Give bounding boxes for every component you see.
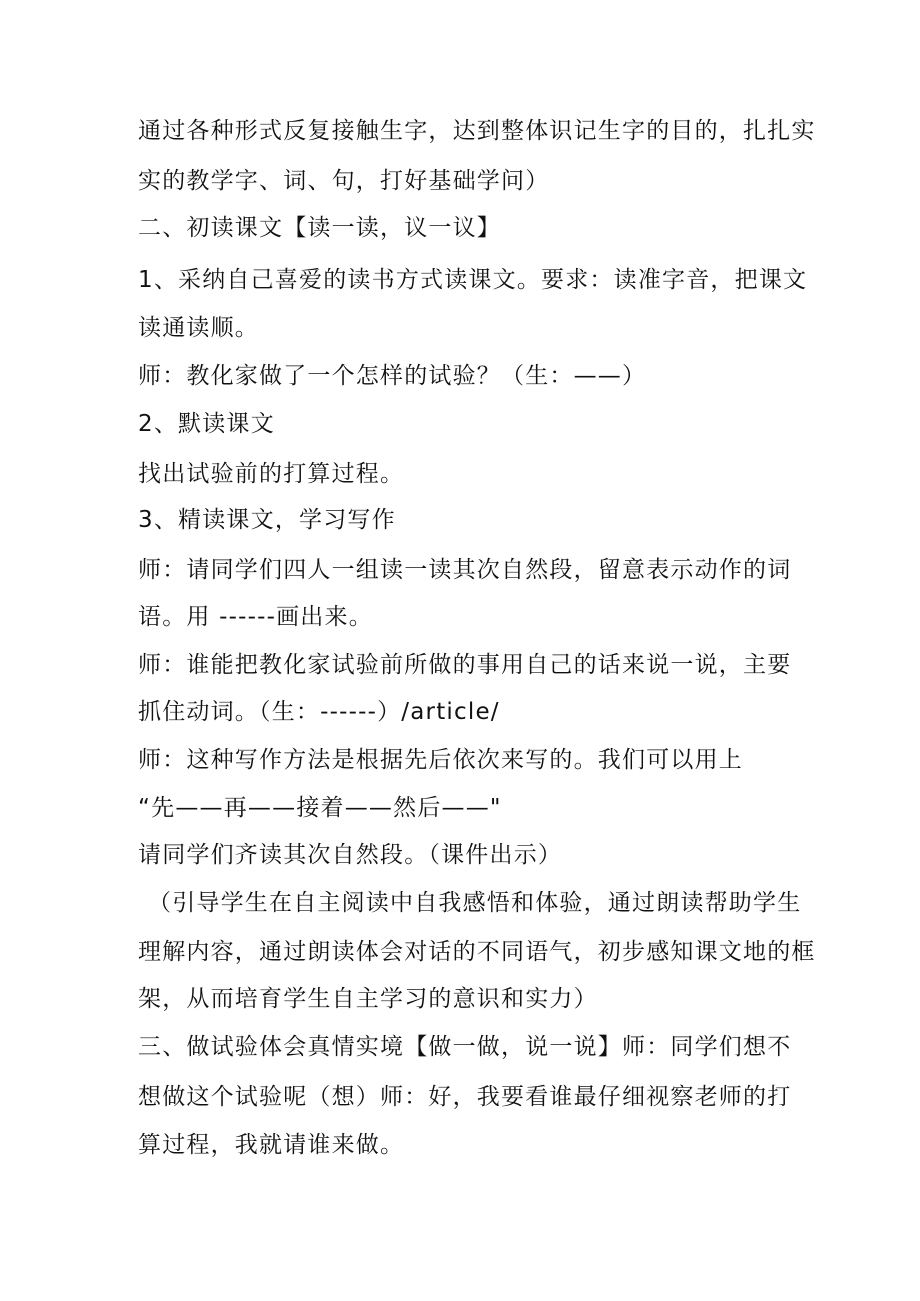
section-heading-2: 二、初读课文【读一读，议一议】 xyxy=(138,215,501,241)
text-line-15: “先——再——接着——然后——" xyxy=(138,795,502,821)
text-line-19: 架，从而培育学生自主学习的意识和实力） xyxy=(138,986,598,1012)
text-line-18: 理解内容，通过朗读体会对话的不同语气，初步感知课文地的框 xyxy=(138,939,816,965)
text-line-16: 请同学们齐读其次自然段。（课件出示） xyxy=(138,842,563,868)
text-line-8: 找出试验前的打算过程。 xyxy=(138,461,405,487)
text-line-6: 师：教化家做了一个怎样的试验？（生：——） xyxy=(138,363,647,389)
text-line-1: 通过各种形式反复接触生字，达到整体识记生字的目的，扎扎实 xyxy=(138,118,816,144)
text-line-17: （引导学生在自主阅读中自我感悟和体验，通过朗读帮助学生 xyxy=(148,890,802,916)
text-line-14: 师：这种写作方法是根据先后依次来写的。我们可以用上 xyxy=(138,747,743,773)
section-heading-3: 三、做试验体会真情实境【做一做，说一说】师：同学们想不 xyxy=(138,1034,792,1060)
text-line-7: 2、默读课文 xyxy=(138,411,275,437)
text-line-11: 语。用 ------画出来。 xyxy=(138,604,373,630)
text-line-12: 师：谁能把教化家试验前所做的事用自己的话来说一说，主要 xyxy=(138,652,792,678)
text-line-4: 1、采纳自己喜爱的读书方式读课文。要求：读准字音，把课文 xyxy=(138,267,808,293)
text-line-9: 3、精读课文，学习写作 xyxy=(138,507,396,533)
text-line-13: 抓住动词。（生：------）/article/ xyxy=(138,699,500,725)
text-line-21: 想做这个试验呢（想）师：好，我要看谁最仔细视察老师的打 xyxy=(138,1084,792,1110)
text-line-2: 实的教学字、词、句，打好基础学问） xyxy=(138,168,550,194)
text-line-5: 读通读顺。 xyxy=(138,315,259,341)
text-line-10: 师：请同学们四人一组读一读其次自然段，留意表示动作的词 xyxy=(138,557,792,583)
text-line-22: 算过程，我就请谁来做。 xyxy=(138,1132,405,1158)
